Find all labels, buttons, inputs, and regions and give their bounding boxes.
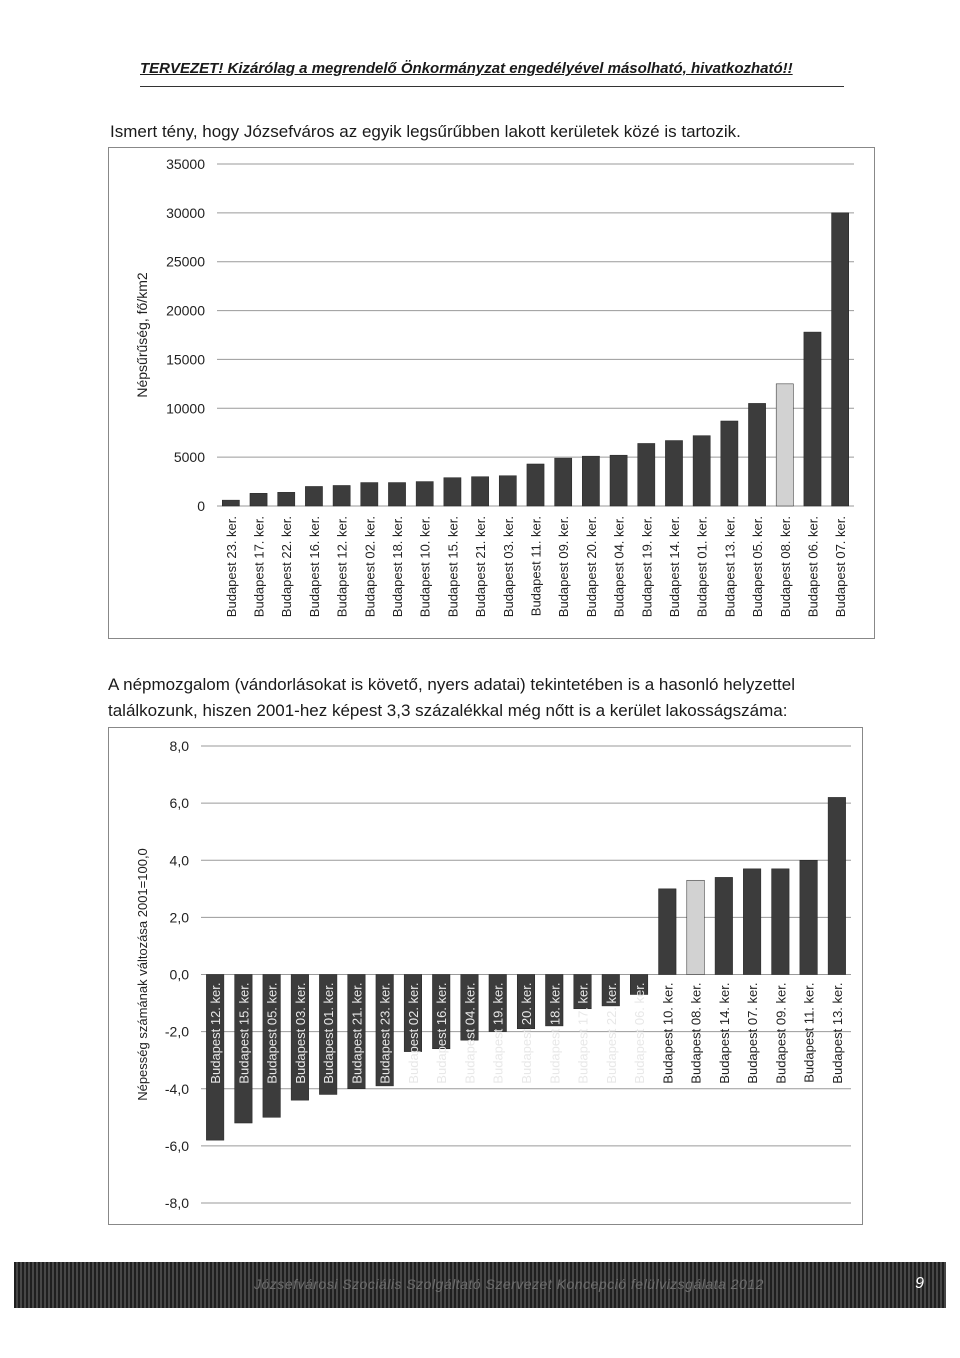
header-rule (140, 86, 844, 87)
category-label: Budapest 22. ker. (279, 516, 295, 618)
bar-budapest-11-ker (527, 464, 544, 506)
y-tick-label: 2,0 (169, 909, 189, 926)
bar-budapest-14-ker (665, 441, 682, 506)
category-label: Budapest 23. ker. (223, 516, 239, 618)
bar-budapest-03-ker (499, 476, 516, 506)
category-label: Budapest 20. ker. (583, 516, 599, 618)
category-label: Budapest 01. ker. (321, 982, 337, 1084)
bar-budapest-05-ker (748, 403, 765, 506)
category-label: Budapest 09. ker. (556, 516, 572, 618)
category-label: Budapest 14. ker. (666, 516, 682, 618)
category-label: Budapest 07. ker. (833, 516, 849, 618)
bar-budapest-10-ker (659, 889, 677, 975)
population-change-chart (109, 728, 862, 1224)
category-label: Budapest 10. ker. (660, 982, 676, 1084)
category-label: Budapest 15. ker. (445, 516, 461, 618)
footer-bar (14, 1262, 946, 1308)
y-tick-label: -2,0 (164, 1023, 189, 1040)
category-label: Budapest 19. ker. (639, 516, 655, 618)
bar-budapest-04-ker (610, 455, 627, 506)
middle-paragraph-line-2: találkozunk, hiszen 2001-hez képest 3,3 százalékkal még nőtt is a kerület lakosságszáma: (108, 701, 788, 720)
category-label: Budapest 06. ker. (805, 516, 821, 618)
y-tick-label: 8,0 (169, 738, 189, 754)
category-label: Budapest 20. ker. (519, 982, 534, 1084)
category-label: Budapest 09. ker. (773, 982, 789, 1084)
bar-budapest-01-ker (693, 436, 710, 506)
y-tick-label: -8,0 (164, 1195, 189, 1211)
category-label: Budapest 11. ker. (801, 982, 817, 1083)
y-tick-label: -6,0 (164, 1137, 189, 1154)
category-label: Budapest 02. ker. (405, 982, 421, 1084)
bar-budapest-06-ker (804, 332, 821, 506)
bar-budapest-19-ker (638, 443, 655, 506)
category-label: Budapest 04. ker. (462, 982, 478, 1084)
category-label: Budapest 03. ker. (500, 516, 516, 618)
y-tick-label: 10000 (166, 400, 205, 417)
category-label: Budapest 13. ker. (722, 516, 738, 618)
bar-budapest-02-ker (361, 483, 378, 506)
bar-budapest-11-ker (800, 860, 818, 974)
category-label: Budapest 17. ker. (575, 982, 591, 1084)
middle-paragraph-line-1: A népmozgalom (vándorlásokat is követő, nyers adatai) tekintetében is a hasonló helyzettel (108, 675, 796, 694)
y-tick-label: 0 (197, 498, 205, 514)
category-label: Budapest 23. ker. (377, 982, 393, 1084)
category-label: Budapest 11. ker. (528, 516, 544, 617)
category-label: Budapest 16. ker. (306, 516, 322, 618)
y-tick-label: 15000 (166, 351, 205, 368)
category-label: Budapest 21. ker. (473, 516, 489, 618)
category-label: Budapest 18. ker. (547, 982, 563, 1084)
bar-budapest-12-ker (333, 485, 350, 506)
category-label: Budapest 07. ker. (745, 982, 761, 1084)
bar-budapest-13-ker (721, 421, 738, 506)
category-label: Budapest 14. ker. (716, 982, 732, 1084)
bar-budapest-14-ker (715, 877, 733, 974)
y-tick-label: 20000 (166, 302, 205, 319)
category-label: Budapest 08. ker. (688, 982, 704, 1084)
bar-budapest-09-ker (772, 869, 790, 975)
y-axis-label: Népsűrűség, fő/km2 (134, 272, 150, 398)
category-label: Budapest 05. ker. (264, 982, 280, 1084)
y-tick-label: 6,0 (169, 795, 189, 812)
category-label: Budapest 10. ker. (417, 516, 433, 618)
bar-budapest-07-ker (743, 869, 761, 975)
bar-budapest-08-ker (776, 384, 793, 506)
category-label: Budapest 12. ker. (334, 516, 350, 618)
y-tick-label: 35000 (166, 156, 205, 172)
y-tick-label: -4,0 (164, 1080, 189, 1097)
page-number: 9 (915, 1275, 924, 1292)
category-label: Budapest 04. ker. (611, 516, 627, 618)
category-label: Budapest 08. ker. (777, 516, 793, 618)
bar-budapest-22-ker (278, 492, 295, 506)
bar-budapest-17-ker (250, 493, 267, 506)
bar-budapest-23-ker (222, 500, 239, 506)
intro-paragraph: Ismert tény, hogy Józsefváros az egyik legsűrűbben lakott kerületek közé is tartozik. (110, 122, 741, 141)
bar-budapest-10-ker (416, 482, 433, 506)
bar-budapest-07-ker (832, 213, 849, 506)
category-label: Budapest 13. ker. (829, 982, 845, 1084)
density-chart (109, 148, 874, 638)
category-label: Budapest 19. ker. (490, 982, 506, 1084)
density-chart-frame (108, 147, 875, 639)
category-label: Budapest 18. ker. (390, 516, 406, 618)
y-tick-label: 30000 (166, 204, 205, 221)
bar-budapest-21-ker (472, 477, 489, 506)
y-tick-label: 5000 (173, 449, 205, 466)
bar-budapest-13-ker (828, 797, 846, 974)
bar-budapest-08-ker (687, 880, 705, 974)
population-change-chart-frame (108, 727, 863, 1225)
bar-budapest-18-ker (388, 483, 405, 506)
category-label: Budapest 01. ker. (694, 516, 710, 618)
category-label: Budapest 02. ker. (362, 516, 378, 618)
bar-budapest-15-ker (444, 478, 461, 506)
y-tick-label: 25000 (166, 253, 205, 270)
draft-notice: TERVEZET! Kizárólag a megrendelő Önkormányzat engedélyével másolható, hivatkozható!! (140, 60, 793, 77)
y-tick-label: 0,0 (169, 966, 189, 983)
bar-budapest-20-ker (582, 456, 599, 506)
category-label: Budapest 06. ker. (632, 982, 648, 1084)
footer-text: Józsefvárosi Szociális Szolgáltató Szervezet Koncepció felülvizsgálata 2012 (254, 1276, 764, 1292)
category-label: Budapest 22. ker. (603, 982, 619, 1084)
category-label: Budapest 17. ker. (251, 516, 267, 618)
category-label: Budapest 12. ker. (208, 982, 224, 1084)
category-label: Budapest 15. ker. (236, 982, 252, 1084)
bar-budapest-09-ker (555, 458, 572, 506)
category-label: Budapest 21. ker. (349, 982, 365, 1084)
category-label: Budapest 05. ker. (750, 516, 766, 618)
category-label: Budapest 16. ker. (434, 982, 450, 1084)
y-tick-label: 4,0 (169, 852, 189, 869)
category-label: Budapest 03. ker. (292, 982, 308, 1084)
bar-budapest-16-ker (305, 486, 322, 506)
y-axis-label: Népesség számának változása 2001=100,0 (135, 848, 150, 1101)
